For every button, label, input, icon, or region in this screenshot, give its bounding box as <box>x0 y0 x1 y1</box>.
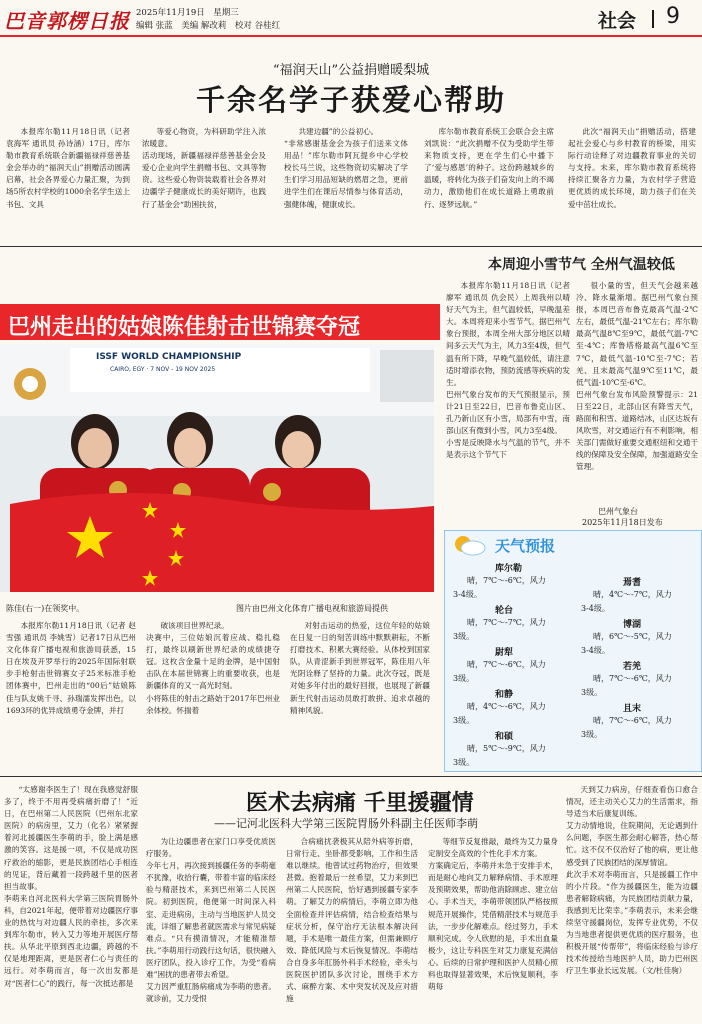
photo-banner: ISSF WORLD CHAMPIONSHIP <box>96 352 242 362</box>
story4-column-1: “太感谢李医生了！现在我感觉舒服多了，终于不用再受病痛折磨了！”近日，在巴州第二人民医院（巴州东北家医院）的病房里，艾力（化名）紧紧握着河北援疆医生李萌的手，脸上满是感激的笑容。这是援一项，不仅是成功医疗救治的缩影，更是民族团结心手相连的见证，背后藏着一段跨越千里的医者担当故事。 李萌来自河北医科大学第三医院胃肠外科，自2021年起，便带着对边疆医疗事业的热忱与对边疆人民的牵挂，多次来到库尔勒市，转入艾力等地开展医疗帮扶。从华北平原到西北边疆，跨越的不仅是地理距离，更是医者仁心与责任的远行。对李萌而言，每一次出发都是对“医者仁心”的践行，每一次抵达都是 <box>4 785 138 988</box>
weather-city-wind: 3级。 <box>581 688 603 697</box>
award-photo <box>0 344 434 592</box>
section-name: 社会 <box>598 10 637 32</box>
weather-issuer: 巴州气象台 <box>598 507 638 516</box>
story3-headline: 本周迎小雪节气 全州气温较低 <box>488 257 675 273</box>
weather-city-name: 尉犁 <box>495 648 514 658</box>
weather-city-wind: 3-4级。 <box>581 646 610 655</box>
story1-column-5: 此次“福润天山”捐赠活动，搭建起社会爱心与乡村教育的桥梁，用实际行动诠释了对边疆教育事业的关切与支持。未来，库尔勒市教育系统将持续汇聚各方力量，为农村学子营造更优质的成长环境，助力孩子们在关爱中茁壮成长。 <box>568 127 696 209</box>
masthead: 巴音郭楞日报 <box>4 9 130 33</box>
story3-column-1: 本报库尔勒11月18日讯（记者 廖军 通讯员 仇会民）上周我州以晴好天气为主，但气温较低，早晚温差大。本周将迎来小雪节气。据巴州气象台预报，本周全州大部分地区以晴间多云天气为主，风力3至4级，但气温有所下降，早晚气温较低，请注意适时增添衣物，预防流感等疾病的发生。 巴州气象台发布的天气预报显示，预计21日至22日，巴音布鲁克山区、孔乃新山区有小雪，局部有中雪，南部山区有微到小雪，风力3至4级。 小雪是反映降水与气温的节气，并不是表示这个节气下 <box>446 281 570 460</box>
weather-city-name: 若羌 <box>623 662 642 672</box>
weather-city-name: 焉耆 <box>623 578 642 588</box>
weather-title: 天气预报 <box>495 537 556 555</box>
weather-city-name: 和硕 <box>495 732 514 742</box>
story1-column-2: 等爱心物资，为科研助学注入浓浓暖意。 活动现场，新疆福禄祥慈善基金会及爱心企业向学生捐赠书包、文具等物资。这些爱心物资装载着社会各界对边疆学子健康成长的美好期许，也践行了基金会“助困扶贫， <box>142 127 266 209</box>
story4-column-2: 为让边疆患者在家门口享受优质医疗服务。 今年七月，再次接到援疆任务的李萌毫不犹豫，收拾行囊，带着丰富的临床经验与精湛技术，来到巴州第二人民医院。初到医院，他便第一时间深入科室、走进病房，主动与当地医护人员交流，详细了解患者就医需求与常见病疑难点。“只有摸清情况，才能精准帮扶。”李萌用行动践行这句话，很快融入医疗团队，投入诊疗工作，为受“看病难”困扰的患者带去希望。 艾力因严重肛肠病痛成为李萌的患者。就诊前，艾力受恨 <box>146 837 276 1004</box>
weather-city-forecast: 晴，7℃～-6℃，风力 <box>467 576 546 585</box>
story1-headline: 千余名学子获爱心帮助 <box>195 83 506 117</box>
story4-column-3: 合病痛扰袭极其从陪外病等折磨，日常行走、坐卧都受影响，工作和生活难以继续。他曾试过药物治疗，但效果甚微。抱着最后一丝希望，艾力来到巴州第二人民医院，恰好遇到援疆专家李萌。了解艾力的病情后，李萌立即为他全面检查并评估病情，结合检查结果与症状分析，保守治疗无法根本解决问题，手术是唯一最佳方案，但需兼顾疗效、降低风险与术后恢复情况。李萌结合自身多年肛肠外科手术经验，牵头与医院医护团队多次讨论，围绕手术方式、麻醉方案、术中突发状况及应对措施 <box>286 837 418 1004</box>
story1-column-3: 共建边疆”的公益初心。 “非常感谢基金会为孩子们送来文体用品！”库尔勒市阿瓦提乡中心学校校长马兰说，这些物资切实解决了学生们学习用品短缺的燃眉之急，更前进学生们在课后尽情参与体育活动，强健体魄，健康成长。 <box>284 127 408 209</box>
weather-city-wind: 3-4级。 <box>453 590 482 599</box>
weather-city-name: 和静 <box>495 690 514 700</box>
story2-column-3: 对射击运动的热爱，这位年轻的姑娘在日复一日的刻苦训练中默默耕耘，不断打磨技术、积累大赛经验。从体校到国家队，从青涩新手到世界冠军，陈佳用八年光阴诠释了坚持的力量。此次夺冠，既是对她多年付出的最好回报，也展现了新疆新生代射击运动员敢打敢拼、追求卓越的精神风貌。 <box>290 621 430 715</box>
sun-cloud-icon <box>449 533 489 557</box>
story2-column-1: 本报库尔勒11月18日讯（记者 赵雪强 通讯员 李姚雪）记者17日从巴州文化体育广播电视和旅游局获悉，15日在埃及开罗举行的2025年国际射联步手枪射击世锦赛女子25米标准手枪团体赛中，巴州走出的“00后”姑娘陈佳与队友姚千寻、孙瑞濡发挥出色，以1693环的优异成绩勇夺金牌，并打 <box>6 621 136 715</box>
story1-kicker: “福润天山”公益捐赠暖梨城 <box>272 63 430 78</box>
story2-column-2: 破该项目世界纪录。 决赛中，三位姑娘沉着应战、稳扎稳打，最终以刷新世界纪录的成绩捷夺冠。这枚含金量十足的金牌，是中国射击队在本届世锦赛上的重要收获，也是新疆体育的又一高光时刻。 小将陈佳的射击之路始于2017年巴州业余体校。怀揣着 <box>146 621 280 715</box>
story4-subtitle: ——记河北医科大学第三医院胃肠外科副主任医师李萌 <box>214 817 478 830</box>
story2-headline: 巴州走出的姑娘陈佳射击世锦赛夺冠 <box>8 314 361 340</box>
page-number: 9 <box>666 4 680 29</box>
weather-city-wind: 3级。 <box>453 632 475 641</box>
weather-city-wind: 3级。 <box>453 674 475 683</box>
editors-line: 编辑 张蓝 美编 解改莉 校对 谷桂红 <box>136 21 281 31</box>
weather-city-forecast: 晴，7℃～-6℃，风力 <box>467 660 546 669</box>
weather-city-forecast: 晴，4℃～-7℃，风力 <box>593 590 672 599</box>
story1-column-4: 库尔勒市教育系统工会联合会主席刘凯说：“此次捐赠不仅为受助学生带来物质支持，更在学生们心中播下了‘爱与感恩’的种子。这份跨越城乡的温暖，将转化为孩子们奋发向上的不竭动力，激励他们在成长道路上勇敢前行、逐梦远航。” <box>424 127 554 209</box>
weather-city-wind: 3级。 <box>453 716 475 725</box>
weather-city-wind: 3级。 <box>581 730 603 739</box>
photo-banner-sub: CAIRO, EGY · 7 NOV - 19 NOV 2025 <box>110 366 216 373</box>
story4-column-4: 等细节反复推敲，最终为艾力量身定制安全高效的个性化手术方案。 方案确定后，李萌并未急于安排手术，而是耐心地向艾力解释病情、手术原理及预期效果，帮助他消除顾虑、建立信心。手术当天，李萌带领团队严格按照规范开展操作，凭借精湛技术与规范手法，一步步化解难点。经过努力，手术顺利完成。令人欣慰的是，手术出血量极少，这让专科医生对艾力康复充满信心。后续的日常护理和医护人员精心照料也取得显著效果，术后恢复顺利，李萌每 <box>428 837 558 992</box>
story1-column-1: 本报库尔勒11月18日讯（记者 袁海军 通讯员 孙诗涵）17日，库尔勒市教育系统联合新疆福禄祥慈善基金会举办的“福润天山”捐赠活动圆满启幕，社会各界爱心力量汇聚，为到场5所农村学校的1000余名学生送上书包、文具 <box>6 127 130 209</box>
weather-forecast-box <box>444 530 702 772</box>
weather-city-name: 库尔勒 <box>495 564 523 574</box>
weather-city-forecast: 晴，7℃～-7℃，风力 <box>467 618 546 627</box>
weather-city-name: 博湖 <box>623 620 642 630</box>
weather-city-wind: 3级。 <box>453 758 475 767</box>
story3-column-2: 很小量的雪，但天气会越来越冷、降水量渐增。据巴州气象台预报，本周巴音布鲁克最高气温-2℃左右，最低气温-21℃左右；库尔勒最高气温8℃至9℃，最低气温-7℃至-4℃；库鲁塔格最高气温6℃至7℃，最低气温-10℃至-7℃；若羌、且末最高气温9℃至11℃，最低气温-10℃至-6℃。 巴州气象台发布风险预警提示：21日至22日，北部山区有降雪天气，路面和积雪、道路结冰，山区达坂有风吹雪，对交通运行有不利影响，相关部门需做好重要交通枢纽和交通干线的保障及安全保障，加强道路安全管理。 <box>576 281 698 472</box>
photo-credit: 图片由巴州文化体育广播电视和旅游局提供 <box>236 604 388 613</box>
story4-headline: 医术去病痛 千里援疆情 <box>246 791 474 816</box>
weather-city-name: 且末 <box>623 704 642 714</box>
photo-caption: 陈佳(右一)在领奖中。 <box>6 604 85 613</box>
weather-city-forecast: 晴，7℃～-6℃，风力 <box>593 674 672 683</box>
section-divider <box>652 10 654 28</box>
award-photo-illustration <box>0 344 434 592</box>
weather-issue-date: 2025年11月18日发布 <box>582 518 663 527</box>
weather-city-wind: 3-4级。 <box>581 604 610 613</box>
weather-city-forecast: 晴，5℃～-9℃，风力 <box>467 744 546 753</box>
weather-city-name: 轮台 <box>495 606 514 616</box>
issue-date: 2025年11月19日 星期三 <box>136 8 239 18</box>
header-rule <box>0 35 702 37</box>
story4-column-5: 天到艾力病房，仔细查看伤口愈合情况，还主动关心艾力的生活需求，指导适当术后康复训练。 艾力动情地说，住院期间，无论遇到什么问题，李医生都会耐心解答，热心帮忙。这不仅不仅治好了他的病，更让他感受到了民族团结的深厚情谊。 此次手术对李萌而言，只是援疆工作中的小片段。“作为援疆医生，能为边疆患者解除病痛，为民族团结贡献力量，我感到无比荣幸。”李萌表示，未来会继续坚守援疆岗位，发挥专业优势，不仅为当地患者提供更优质的医疗服务，也积极开展“传帮带”，将临床经验与诊疗技术传授给当地医护人员，助力巴州医疗卫生事业长远发展。（文/杜佳驹） <box>566 785 698 976</box>
weather-city-forecast: 晴，4℃～-6℃，风力 <box>467 702 546 711</box>
section-rule <box>0 246 702 247</box>
weather-city-forecast: 晴，7℃～-6℃，风力 <box>593 716 672 725</box>
section-rule <box>0 776 702 777</box>
weather-city-forecast: 晴，6℃～-5℃，风力 <box>593 632 672 641</box>
